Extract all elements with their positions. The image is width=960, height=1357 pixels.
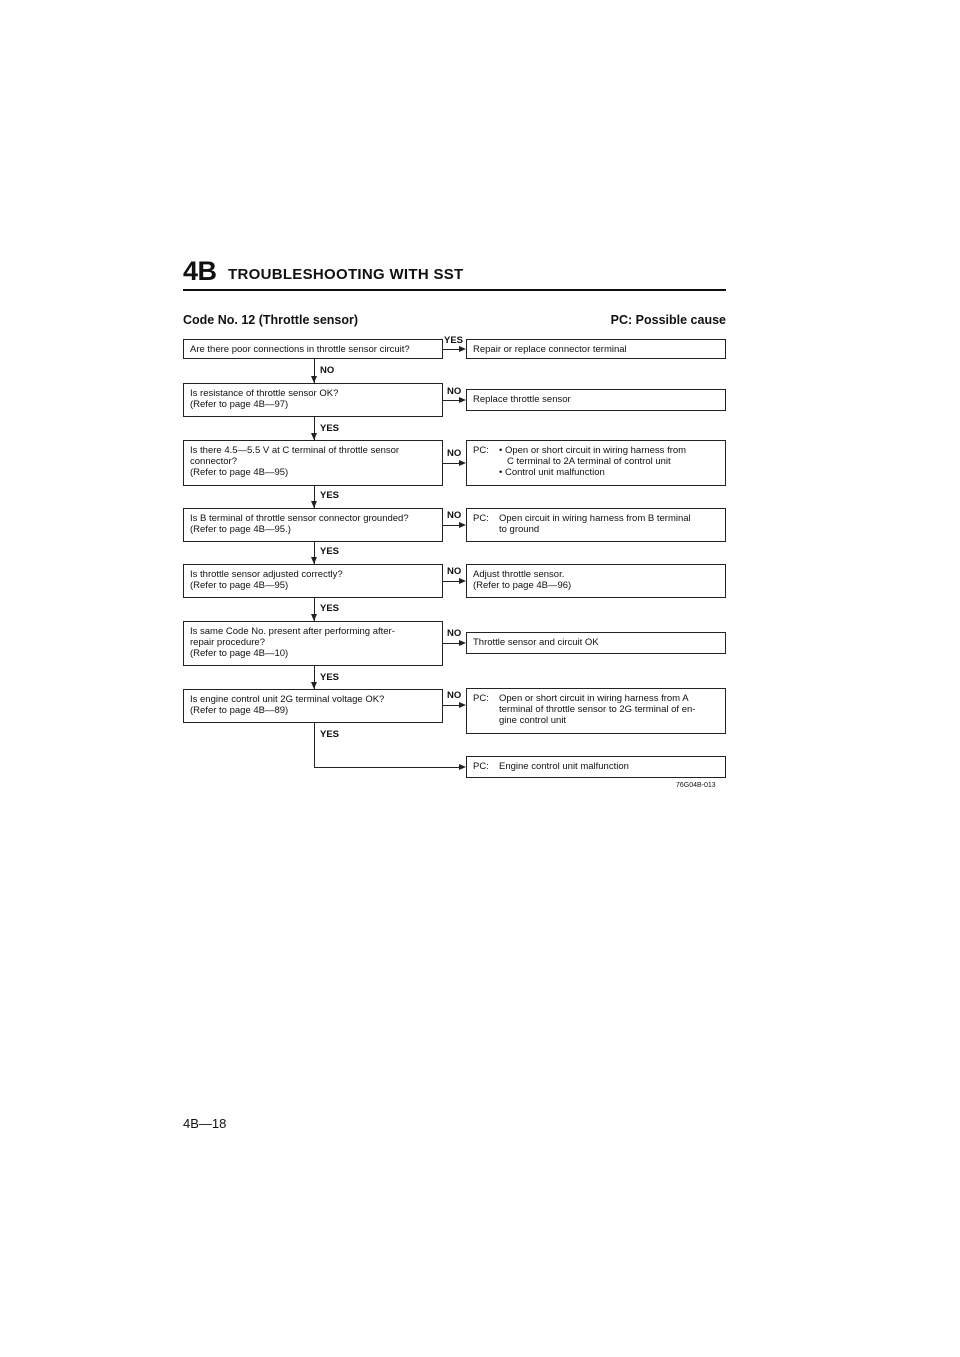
branch-label-yes: YES xyxy=(320,490,340,501)
figure-id: 76G04B-013 xyxy=(676,782,716,789)
final-connector xyxy=(314,767,459,768)
result-box-6 xyxy=(466,632,726,654)
arrow-right-icon xyxy=(459,460,466,466)
legend: PC: Possible cause xyxy=(610,313,726,327)
question-line: (Refer to page 4B—89) xyxy=(190,705,289,716)
result-line: Open circuit in wiring harness from B terminal xyxy=(499,513,691,524)
question-line: (Refer to page 4B—97) xyxy=(190,399,289,410)
result-line: Throttle sensor and circuit OK xyxy=(473,637,599,648)
arrow-down-icon xyxy=(311,433,317,440)
branch-connector xyxy=(443,349,459,350)
arrow-right-icon xyxy=(459,702,466,708)
result-line: to ground xyxy=(499,524,540,535)
branch-connector xyxy=(443,581,459,582)
question-line: Is resistance of throttle sensor OK? xyxy=(190,388,339,399)
question-line: (Refer to page 4B—10) xyxy=(190,648,289,659)
question-line: Is there 4.5—5.5 V at C terminal of throttle sensor xyxy=(190,445,400,456)
question-box-4 xyxy=(183,508,443,542)
question-line: Is B terminal of throttle sensor connector grounded? xyxy=(190,513,409,524)
branch-label-no: NO xyxy=(447,690,462,701)
result-line: • Control unit malfunction xyxy=(499,467,686,478)
branch-label-no: NO xyxy=(320,365,335,376)
arrow-right-icon xyxy=(459,346,466,352)
pc-prefix: PC: xyxy=(473,761,489,772)
result-box-4 xyxy=(466,508,726,542)
question-box-3 xyxy=(183,440,443,486)
result-line: Open or short circuit in wiring harness from A xyxy=(499,693,689,704)
result-line: Repair or replace connector terminal xyxy=(473,344,627,355)
result-line: • Open or short circuit in wiring harness from xyxy=(499,445,686,456)
branch-label-no: NO xyxy=(447,566,462,577)
branch-connector xyxy=(443,463,459,464)
arrow-down-icon xyxy=(311,682,317,689)
arrow-down-icon xyxy=(311,376,317,383)
branch-label-yes: YES xyxy=(320,423,340,434)
branch-connector xyxy=(443,525,459,526)
pc-prefix: PC: xyxy=(473,693,489,704)
branch-label-yes: YES xyxy=(320,672,340,683)
result-box-7 xyxy=(466,688,726,734)
branch-label-yes: YES xyxy=(320,546,340,557)
arrow-right-icon xyxy=(459,397,466,403)
question-box-2 xyxy=(183,383,443,417)
question-line: (Refer to page 4B—95) xyxy=(190,467,289,478)
header-rule xyxy=(183,289,726,291)
result-box-1 xyxy=(466,339,726,359)
result-line: gine control unit xyxy=(499,715,567,726)
question-box-1 xyxy=(183,339,443,359)
arrow-down-icon xyxy=(311,557,317,564)
question-line: (Refer to page 4B—95.) xyxy=(190,524,291,535)
question-line: repair procedure? xyxy=(190,637,265,648)
result-line: Replace throttle sensor xyxy=(473,394,571,405)
page-number: 4B—18 xyxy=(183,1116,227,1131)
branch-label-yes: YES xyxy=(320,603,340,614)
result-line: terminal of throttle sensor to 2G terminal of en- xyxy=(499,704,696,715)
branch-label-no: NO xyxy=(447,628,462,639)
branch-connector xyxy=(443,705,459,706)
branch-label-no: NO xyxy=(447,510,462,521)
result-line: (Refer to page 4B—96) xyxy=(473,580,572,591)
arrow-down-icon xyxy=(311,501,317,508)
result-line: Adjust throttle sensor. xyxy=(473,569,565,580)
result-box-2 xyxy=(466,389,726,411)
question-line: connector? xyxy=(190,456,238,467)
section-subtitle: Code No. 12 (Throttle sensor) xyxy=(183,313,359,327)
final-result-box xyxy=(466,756,726,778)
result-line: C terminal to 2A terminal of control unit xyxy=(507,456,671,467)
branch-label-yes: YES xyxy=(444,335,464,346)
branch-label-no: NO xyxy=(447,448,462,459)
branch-connector xyxy=(443,643,459,644)
branch-label-no: NO xyxy=(447,386,462,397)
branch-label-yes: YES xyxy=(320,729,340,740)
arrow-right-icon xyxy=(459,640,466,646)
arrow-down-icon xyxy=(311,614,317,621)
branch-connector xyxy=(443,400,459,401)
arrow-right-icon xyxy=(459,764,466,770)
question-line: Is throttle sensor adjusted correctly? xyxy=(190,569,343,580)
question-line: Is engine control unit 2G terminal voltage OK? xyxy=(190,694,385,705)
result-box-5 xyxy=(466,564,726,598)
question-box-7 xyxy=(183,689,443,723)
result-line: Engine control unit malfunction xyxy=(499,761,629,772)
pc-prefix: PC: xyxy=(473,513,489,524)
question-box-5 xyxy=(183,564,443,598)
pc-prefix: PC: xyxy=(473,445,489,456)
arrow-right-icon xyxy=(459,522,466,528)
page-header xyxy=(183,256,726,290)
question-line: Is same Code No. present after performing after- xyxy=(190,626,395,637)
question-line: (Refer to page 4B—95) xyxy=(190,580,289,591)
question-box-6 xyxy=(183,621,443,666)
question-line: Are there poor connections in throttle sensor circuit? xyxy=(190,344,410,355)
result-box-3 xyxy=(466,440,726,486)
chapter-number: 4B xyxy=(183,256,217,286)
chapter-title: TROUBLESHOOTING WITH SST xyxy=(228,266,464,283)
arrow-right-icon xyxy=(459,578,466,584)
